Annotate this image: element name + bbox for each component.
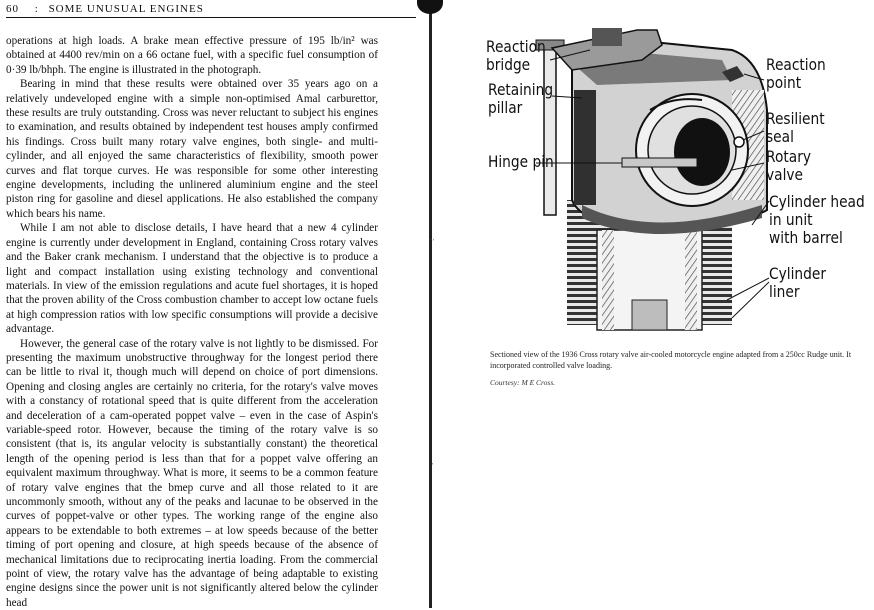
label-reaction-bridge — [486, 38, 546, 74]
label-line: Resilient — [766, 109, 825, 128]
resilient-seal — [734, 137, 744, 147]
label-line: Reaction — [486, 37, 546, 56]
label-cylinder-liner — [769, 265, 826, 301]
label-line: liner — [769, 282, 800, 301]
label-line: Cylinder head — [769, 192, 865, 211]
label-line: valve — [766, 165, 804, 184]
label-line: point — [766, 73, 802, 92]
label-line: Retaining — [488, 80, 554, 99]
running-title: SOME UNUSUAL ENGINES — [48, 3, 204, 15]
header-separator: : — [34, 3, 39, 15]
rotary-valve — [636, 94, 748, 206]
label-line: pillar — [488, 98, 523, 117]
label-reaction-point — [766, 56, 826, 92]
label-resilient-seal — [766, 110, 825, 146]
label-rotary-valve — [766, 148, 811, 184]
label-line: bridge — [486, 55, 531, 74]
paragraph: While I am not able to disclose details, I have heard that a new 4 cylinder engine is currently under development in England, containing Cross rotary valves and the Baker crank mechanism. I understand that the objective is to produce a light and compact installation using existing technology and conventional materials. In view of the emission regulations and acute fuel shortages, it is hoped that the proven ability of the Cross combustion chamber to accept low octane fuels at high compression ratios with low specific consumptions will provide a decisive advantage. — [6, 222, 378, 336]
label-line: seal — [766, 127, 794, 146]
paragraph: operations at high loads. A brake mean effective pressure of 195 lb/in² was obtained at 4400 rev/min on a 66 octane fuel, with a specific fuel consumption of 0·39 lb/bhph. The engine is illustrated in the photograph. — [6, 35, 378, 76]
body-text — [6, 34, 378, 610]
figure-credit: Courtesy: M E Cross. — [490, 378, 556, 387]
running-header — [6, 3, 416, 18]
gutter-mark: ' ' — [430, 238, 435, 246]
engine-figure — [432, 0, 874, 340]
label-line: Rotary — [766, 147, 811, 166]
label-line: in unit — [769, 210, 813, 229]
paragraph: Bearing in mind that these results were obtained over 35 years ago on a relatively undeveloped engine with a simple non-optimised Amal carburettor, these results are truly outstanding. Cross was never reluctant to subject his engines to examination, and results obtained by independent test houses amply confirmed his findings. Cross built many rotary valve engines, both single- and multi-cylinder, and all enjoyed the same characteristics of flexibility, smooth power curves and flat torque curves. He was responsible for some other interesting engine developments, including the unlinered aluminium engine and the steel piston ring for gasoline and diesel applications. He also established the company which bears his name. — [6, 78, 378, 220]
label-retaining-pillar — [488, 81, 553, 117]
right-page — [432, 0, 874, 608]
paragraph: However, the general case of the rotary valve is not lightly to be dismissed. For presenting the maximum unobstructive throughway for the longest period there can be little to rival it, though much will depend on choice of port dimensions. Opening and closing angles are certainly no criteria, for the rotary's valve moves with a constancy of rotational speed that is quite different from the acceleration and deceleration of a cam-operated poppet valve – even in the case of Aspin's variable-speed rotor. However, because the timing of the rotary valve is so consistent (that is, its angular velocity is substantially constant) the theoretical length of the opening period is less than that for a poppet valve offering an equivalent maximum throughway. What is more, it seems to be a common feature of rotary valve engines that the bmep curve and all those related to it are uncommonly smooth, without any of the peaks and lacunae to be observed in the curves of poppet-valve or other types. The working range of the engine also appears to be extendable to both extremes – at low speeds because of the better timing of port opening and closure, at high speeds because of the absence of mechanical limitations due to reciprocating inertia loading. From the commercial point of view, the rotary valve has the advantage of being adaptable to existing engine designs since the power unit is not significantly altered below the cylinder head — [6, 337, 378, 609]
gutter-mark: ' — [432, 462, 434, 470]
figure-caption: Sectioned view of the 1936 Cross rotary valve air-cooled motorcycle engine adapted from a 250cc Rudge unit. It incorporated controlled valve loading. — [490, 350, 852, 370]
page-number: 60 — [6, 3, 19, 15]
label-line: Hinge pin — [488, 152, 554, 171]
hinge-pin — [622, 158, 697, 167]
label-line: with barrel — [769, 228, 843, 247]
label-line: Reaction — [766, 55, 826, 74]
label-line: Cylinder — [769, 264, 826, 283]
label-hinge-pin — [488, 153, 554, 171]
left-page — [0, 0, 426, 608]
label-cylinder-head — [769, 193, 865, 247]
